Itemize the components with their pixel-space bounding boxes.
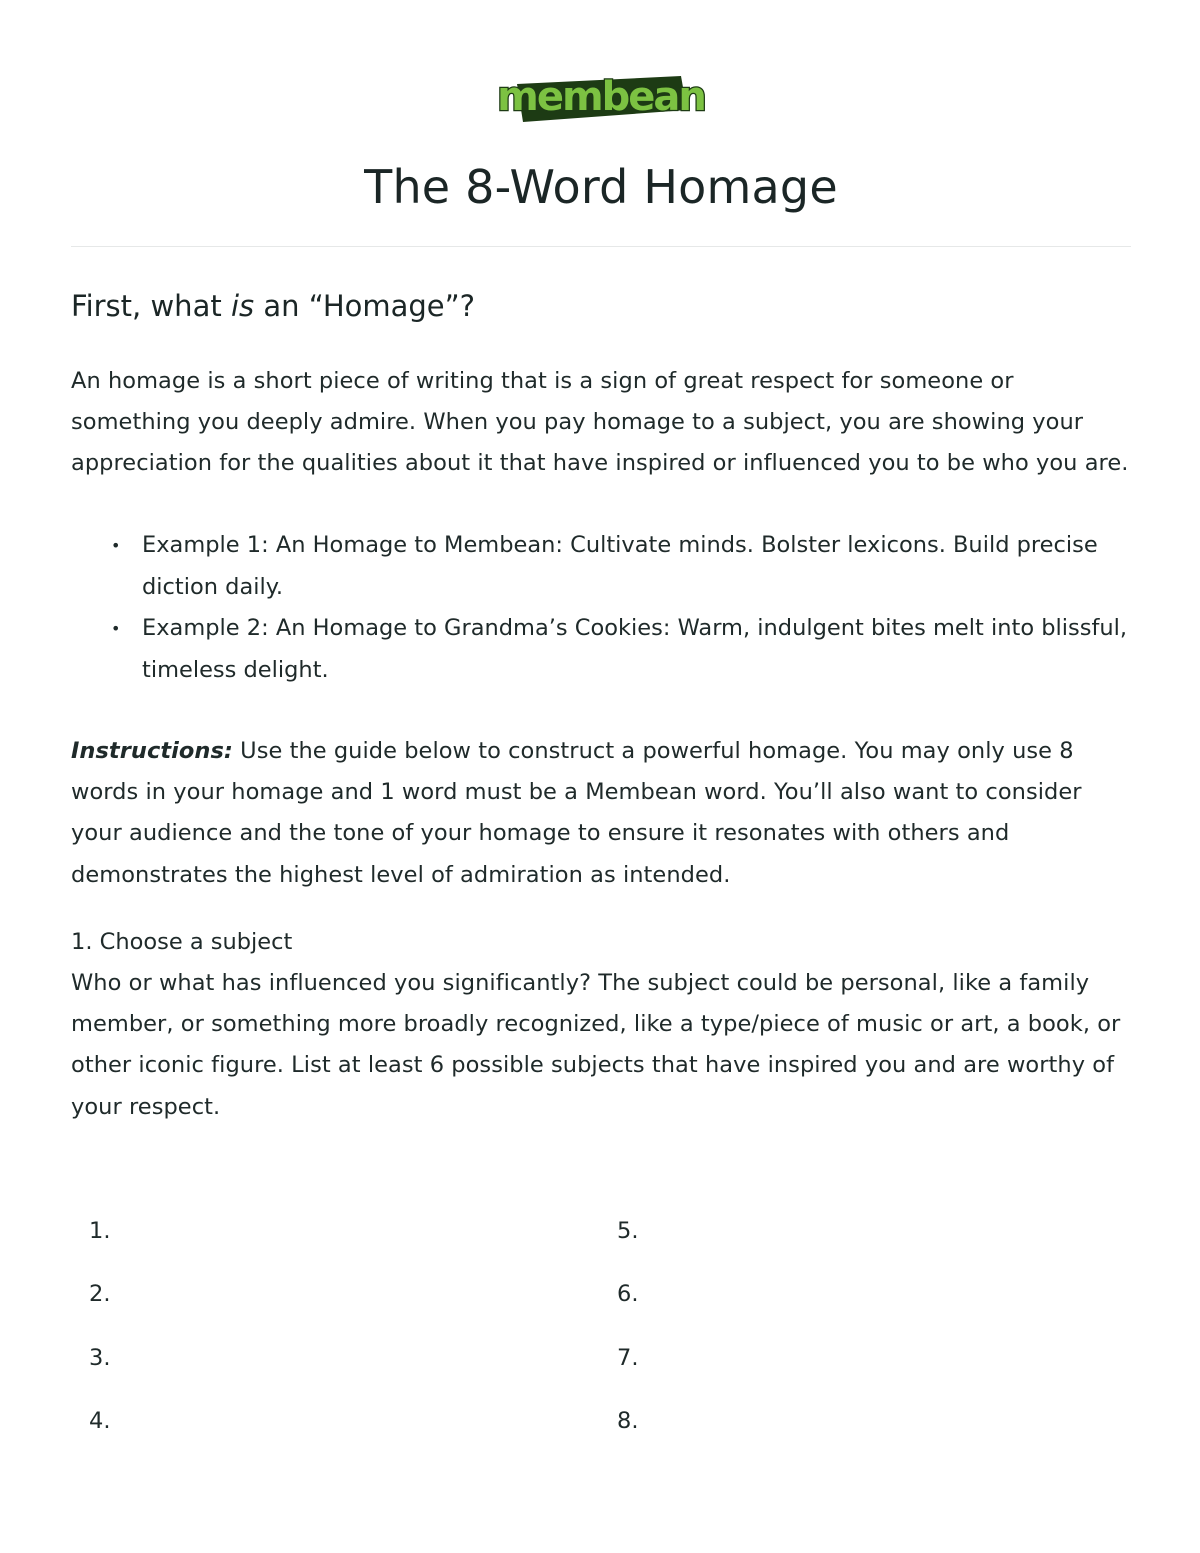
subject-line-3[interactable]: 3. xyxy=(89,1344,111,1371)
instructions-label: Instructions: xyxy=(71,738,233,764)
membean-logo xyxy=(71,66,1131,128)
subject-line-6[interactable]: 6. xyxy=(617,1281,639,1308)
subject-line-1[interactable]: 1. xyxy=(89,1218,111,1244)
intro-paragraph: An homage is a short piece of writing that is a sign of great respect for someone or something you deeply admire. When you pay homage to a subject, you are showing your appreciation for the qualities about it that have inspired or influenced you to be who you are. xyxy=(71,368,1129,477)
bullet-icon: • xyxy=(111,619,121,638)
example-label: Example 2: xyxy=(142,615,269,641)
subject-line-5[interactable]: 5. xyxy=(617,1218,639,1244)
membean-logo-icon xyxy=(497,66,705,128)
section-heading xyxy=(71,289,475,323)
example-text: An Homage to Membean: Cultivate minds. Bolster lexicons. Build precise diction daily. xyxy=(142,532,1098,600)
heading-emphasis: is xyxy=(230,289,255,323)
bullet-icon: • xyxy=(111,536,121,555)
example-text: An Homage to Grandma’s Cookies: Warm, indulgent bites melt into blissful, timeless delight. xyxy=(142,615,1128,683)
instructions-paragraph xyxy=(71,731,1131,896)
heading-post: an “Homage”? xyxy=(254,289,476,323)
worksheet-page xyxy=(71,0,1131,1553)
step-1-body: Who or what has influenced you significantly? The subject could be personal, like a family member, or something more broadly recognized, like a type/piece of music or art, a book, or other iconic figure. List at least 6 possible subjects that have inspired you and are worthy of your respect. xyxy=(71,970,1121,1120)
subject-line-2[interactable]: 2. xyxy=(89,1281,111,1308)
example-item xyxy=(71,525,1131,608)
example-item xyxy=(71,608,1131,691)
subject-line-4[interactable]: 4. xyxy=(89,1407,111,1434)
subject-list-right xyxy=(617,1211,638,1464)
logo-text: membean xyxy=(497,74,705,120)
examples-list xyxy=(71,525,1131,691)
subject-list-left xyxy=(89,1211,110,1464)
step-1-title: 1. Choose a subject xyxy=(71,929,293,955)
heading-pre: First, what xyxy=(71,289,231,323)
instructions-text: Use the guide below to construct a powerful homage. You may only use 8 words in your homage and 1 word must be a Membean word. You’ll also want to consider your audience and the tone of your homage to ensure it resonates with others and demonstrates the highest level of admiration as intended. xyxy=(71,738,1082,888)
divider xyxy=(71,246,1131,247)
page-title: The 8-Word Homage xyxy=(364,160,838,214)
subject-line-8[interactable]: 8. xyxy=(617,1407,639,1434)
subject-line-7[interactable]: 7. xyxy=(617,1344,639,1371)
example-label: Example 1: xyxy=(142,532,269,558)
